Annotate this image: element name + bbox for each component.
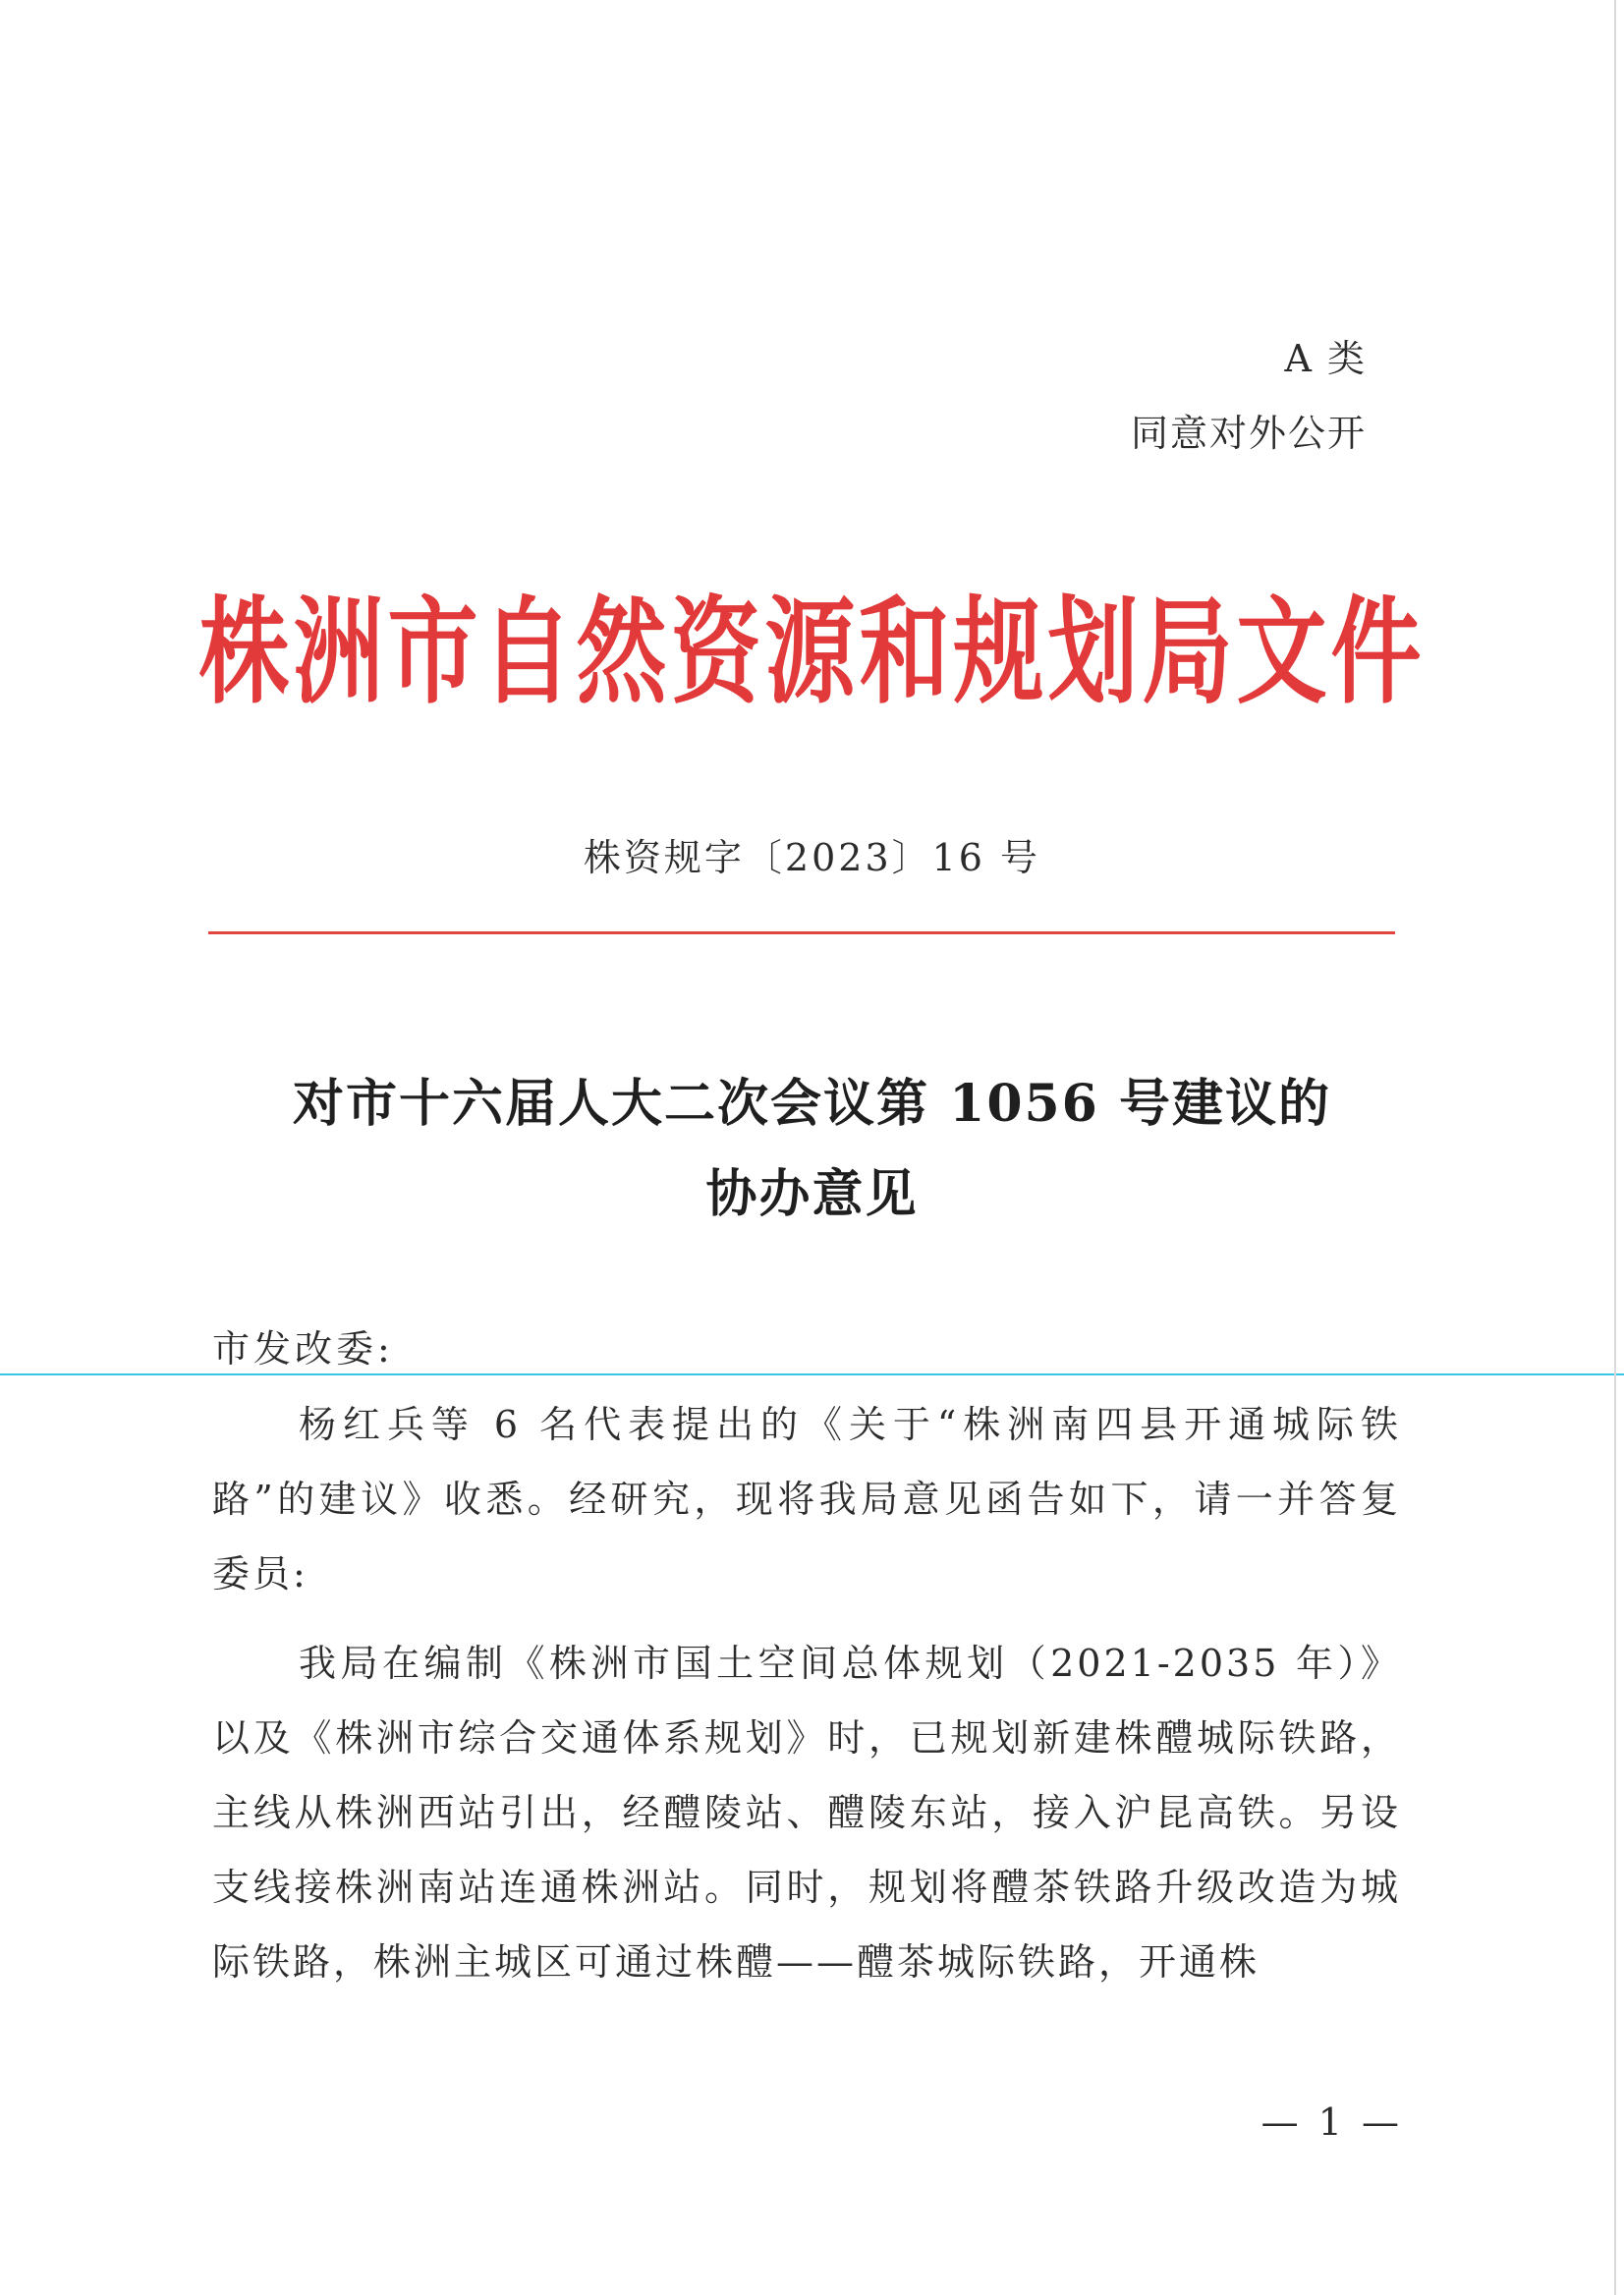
scan-edge-line (1614, 0, 1616, 2295)
title-line-1: 对市十六届人大二次会议第 1056 号建议的 (293, 1074, 1331, 1134)
salutation: 市发改委: (212, 1327, 394, 1371)
disclosure-label: 同意对外公开 (1130, 412, 1367, 455)
classification-label: A 类 (1284, 337, 1367, 380)
scan-artifact-line (0, 1373, 1624, 1375)
document-title (0, 1059, 1624, 1240)
document-number: 株资规字〔2023〕16 号 (583, 836, 1041, 879)
masthead-title: 株洲市自然资源和规划局文件 (198, 585, 1426, 720)
classification-block (1131, 329, 1367, 463)
red-divider-line (208, 931, 1395, 934)
title-line-2: 协办意见 (705, 1164, 919, 1224)
body-paragraph: 杨红兵等 6 名代表提出的《关于“株洲南四县开通城际铁路”的建议》收悉。经研究，现将我局意见函告如下，请一并答复委员: (212, 1403, 1401, 1595)
page-number: — 1 — (1260, 2100, 1403, 2144)
body-paragraph: 我局在编制《株洲市国土空间总体规划（2021-2035 年）》以及《株洲市综合交通体系规划》时，已规划新建株醴城际铁路，主线从株洲西站引出，经醴陵站、醴陵东站，接入沪昆高铁。另设支线接株洲南站连通株洲站。同时，规划将醴茶铁路升级改造为城际铁路，株洲主城区可通过株醴——醴茶城际铁路，开通株 (212, 1642, 1401, 1984)
